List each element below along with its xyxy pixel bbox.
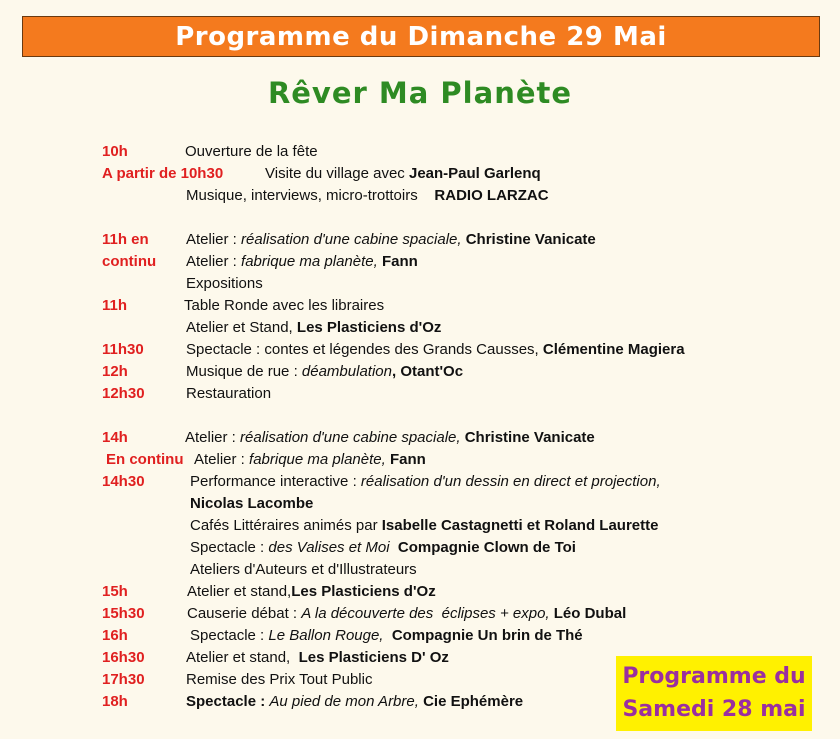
schedule-time: 15h30	[102, 605, 145, 622]
schedule-text-part: réalisation d'une cabine spaciale,	[240, 429, 465, 446]
schedule-description	[190, 625, 583, 647]
schedule-description	[186, 273, 263, 295]
schedule-text-part: fabrique ma planète,	[249, 451, 390, 468]
schedule-text-part: Spectacle :	[186, 693, 270, 710]
schedule-time: A partir de 10h30	[102, 165, 224, 182]
promo-line-2: Samedi 28 mai	[622, 697, 806, 722]
schedule-description	[185, 427, 595, 449]
schedule-time: 12h	[102, 363, 128, 380]
schedule-text-part: Les Plasticiens d'Oz	[296, 319, 442, 336]
schedule-description	[186, 229, 596, 251]
schedule-text-part: Ateliers d'Auteurs et d'Illustrateurs	[190, 561, 417, 578]
schedule-description	[186, 251, 418, 273]
schedule-row	[0, 185, 840, 207]
schedule-text-part: Fann	[381, 253, 418, 270]
schedule-row	[0, 273, 840, 295]
schedule-row	[0, 515, 840, 537]
schedule-text-part: fabrique ma planète,	[241, 253, 382, 270]
schedule-text-part: Atelier et stand,	[187, 583, 292, 600]
schedule-description	[186, 691, 523, 713]
schedule-text-part: Spectacle :	[190, 539, 269, 556]
schedule-description	[186, 669, 372, 691]
schedule-text-part: Léo Dubal	[553, 605, 627, 622]
schedule-description	[186, 361, 463, 383]
schedule-text-part: des Valises et Moi	[268, 539, 398, 556]
schedule-description	[186, 383, 271, 405]
schedule-text-part: Les Plasticiens D' Oz	[298, 649, 449, 666]
schedule-text-part: Ouverture de la fête	[185, 143, 318, 160]
schedule-text-part: Fann	[389, 451, 426, 468]
schedule-row	[0, 251, 840, 273]
schedule-description	[184, 295, 384, 317]
schedule-text-part: Au pied de mon Arbre,	[269, 693, 424, 710]
promo-line-1: Programme du	[622, 664, 806, 689]
schedule-row	[0, 361, 840, 383]
schedule-text-part: Atelier :	[185, 429, 241, 446]
schedule-row	[0, 449, 840, 471]
schedule-time: 14h	[102, 429, 128, 446]
schedule-description	[186, 185, 549, 207]
schedule-text-part: Restauration	[186, 385, 272, 402]
schedule-text-part: Les Plasticiens d'Oz	[291, 583, 436, 600]
schedule-text-part: Atelier et Stand,	[186, 319, 297, 336]
schedule-description	[190, 537, 576, 559]
schedule-text-part: Christine Vanicate	[465, 231, 596, 248]
page-subtitle: Rêver Ma Planète	[267, 76, 573, 110]
schedule-row	[0, 317, 840, 339]
saturday-program-link[interactable]	[616, 656, 812, 731]
schedule-description	[187, 603, 626, 625]
schedule-row	[0, 581, 840, 603]
schedule-text-part: Musique de rue :	[186, 363, 302, 380]
schedule-time: 14h30	[102, 473, 145, 490]
schedule-row	[0, 427, 840, 449]
schedule-row	[0, 559, 840, 581]
schedule-row	[0, 493, 840, 515]
schedule-row	[0, 471, 840, 493]
schedule-description	[190, 559, 417, 581]
schedule-text-part: Le Ballon Rouge,	[268, 627, 392, 644]
schedule-text-part: Atelier et stand,	[186, 649, 299, 666]
schedule-text-part: réalisation d'un dessin en direct et projection,	[360, 473, 661, 490]
schedule-text-part: Atelier :	[186, 231, 242, 248]
schedule-text-part: déambulation	[301, 363, 392, 380]
schedule-text-part: Atelier :	[194, 451, 250, 468]
schedule-row	[0, 141, 840, 163]
schedule-text-part: Christine Vanicate	[464, 429, 595, 446]
schedule-text-part: Expositions	[186, 275, 263, 292]
schedule-text-part: Isabelle Castagnetti et Roland Laurette	[381, 517, 659, 534]
schedule-text-part: A la découverte des éclipses + expo,	[301, 605, 554, 622]
schedule-row	[0, 295, 840, 317]
schedule-time: 16h	[102, 627, 128, 644]
schedule-row	[0, 537, 840, 559]
schedule-text-part: Compagnie Un brin de Thé	[391, 627, 583, 644]
schedule-time: 18h	[102, 693, 128, 710]
schedule-text-part: réalisation d'une cabine spaciale,	[241, 231, 466, 248]
schedule-time: 15h	[102, 583, 128, 600]
schedule-row	[0, 625, 840, 647]
schedule-description	[194, 449, 426, 471]
schedule-description	[190, 471, 661, 493]
schedule-text-part: Performance interactive :	[190, 473, 361, 490]
schedule-description	[185, 141, 318, 163]
schedule-row	[0, 603, 840, 625]
schedule-row	[0, 383, 840, 405]
schedule-time: 17h30	[102, 671, 145, 688]
schedule-text-part: Spectacle :	[190, 627, 269, 644]
schedule-time: 16h30	[102, 649, 145, 666]
schedule-description	[265, 163, 541, 185]
schedule-text-part: Jean-Paul Garlenq	[408, 165, 541, 182]
schedule-row	[0, 229, 840, 251]
schedule-time: 10h	[102, 143, 128, 160]
schedule-time: 11h30	[102, 341, 144, 358]
schedule-text-part: Remise des Prix Tout Public	[186, 671, 373, 688]
schedule-text-part: RADIO LARZAC	[434, 187, 549, 204]
schedule-text-part: Musique, interviews, micro-trottoirs	[186, 187, 435, 204]
schedule-time: En continu	[106, 451, 184, 468]
schedule-text-part: Clémentine Magiera	[542, 341, 685, 358]
schedule-text-part: , Otant'Oc	[391, 363, 464, 380]
schedule-time: continu	[102, 253, 157, 270]
page-title: Programme du Dimanche 29 Mai	[175, 22, 667, 52]
schedule-row	[0, 163, 840, 185]
schedule-row	[0, 339, 840, 361]
schedule-text-part: Compagnie Clown de Toi	[397, 539, 576, 556]
schedule-text-part: Table Ronde avec les libraires	[184, 297, 385, 314]
schedule-text-part: Visite du village avec	[265, 165, 409, 182]
schedule-description	[187, 581, 436, 603]
schedule-text-part: Cie Ephémère	[423, 693, 524, 710]
schedule-text-part: Atelier :	[186, 253, 242, 270]
schedule-text-part: Cafés Littéraires animés par	[190, 517, 382, 534]
schedule-time: 11h en	[102, 231, 149, 248]
schedule-time: 12h30	[102, 385, 145, 402]
schedule-description	[186, 647, 449, 669]
schedule-text-part: Causerie débat :	[187, 605, 302, 622]
schedule-text-part: Nicolas Lacombe	[190, 495, 314, 512]
schedule-description	[190, 515, 658, 537]
schedule-text-part: Spectacle : contes et légendes des Grands Causses,	[186, 341, 543, 358]
schedule-description	[186, 317, 441, 339]
schedule-description	[186, 339, 685, 361]
schedule-time: 11h	[102, 297, 128, 314]
schedule-description	[190, 493, 313, 515]
